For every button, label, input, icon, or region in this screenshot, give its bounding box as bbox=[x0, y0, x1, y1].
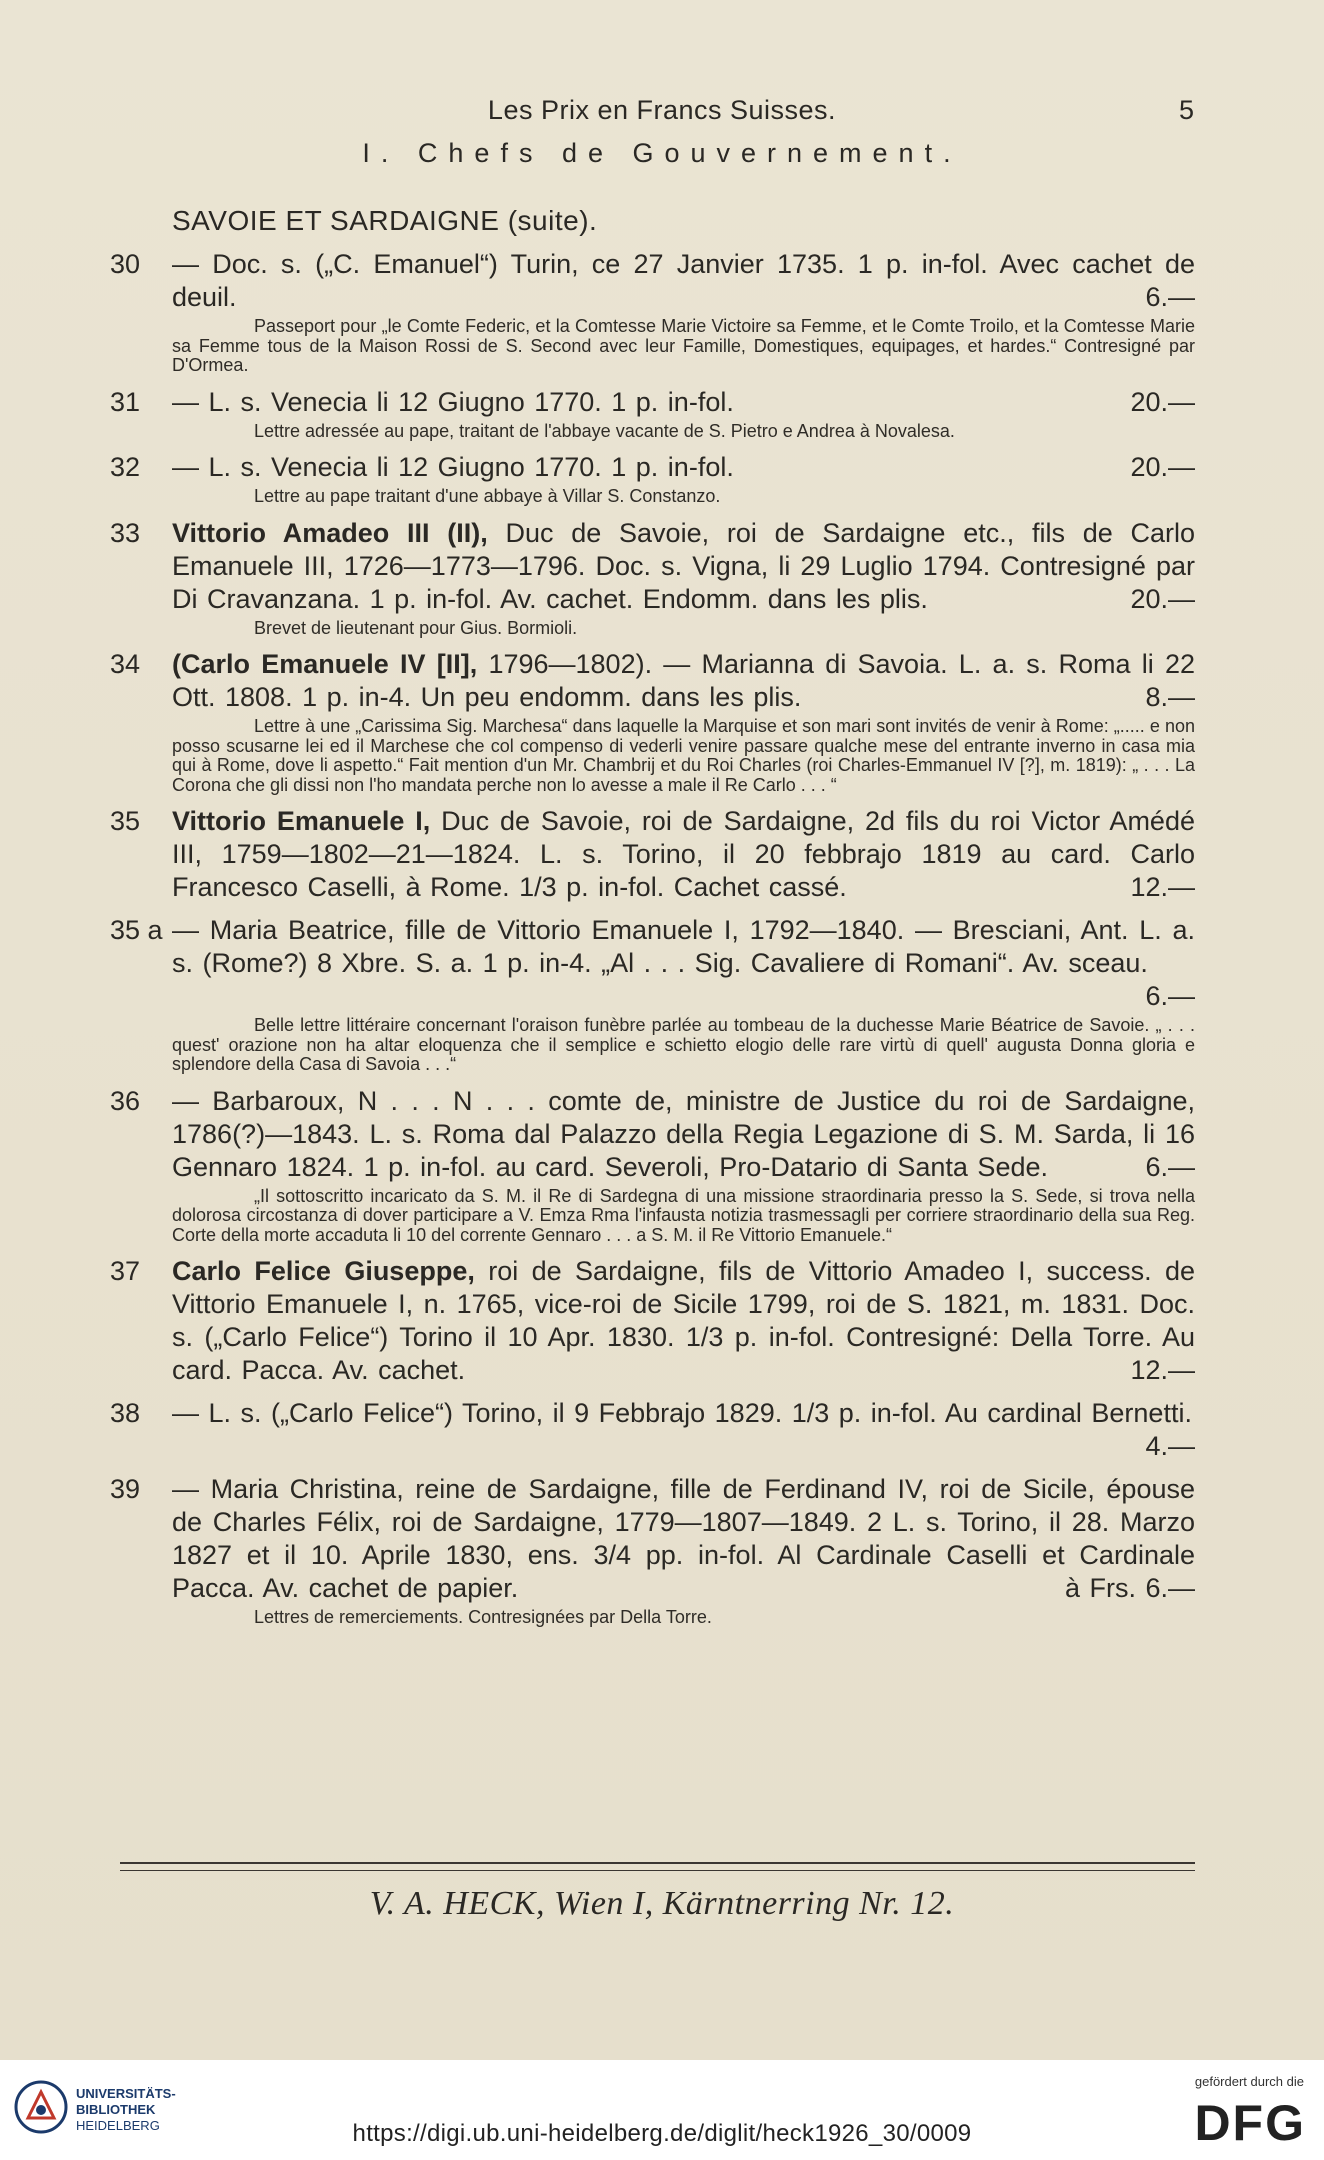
entry-number: 31 bbox=[110, 386, 141, 417]
entry-description bbox=[172, 1255, 1195, 1387]
entry-heading: Vittorio Emanuele I, bbox=[172, 806, 431, 836]
entry-note: Lettre adressée au pape, traitant de l'abbaye vacante de S. Pietro e Andrea à Novalesa. bbox=[254, 420, 955, 441]
entry-description bbox=[172, 517, 1195, 616]
entry-note: „Il sottoscritto incaricato da S. M. il Re di Sardegna di una missione straordinaria presso la S. Sede, si trova nella dolorosa circostanza di dover participare a V. Emza Rma l'infausta notizia trasmessagli per corriere straordinario della sua Reg. Corte della morte accaduta li 10 del corrente Gennaro . . . a S. M. il Re Vittorio Emanuele.“ bbox=[172, 1185, 1195, 1245]
catalogue-entry bbox=[110, 1473, 1195, 1628]
publisher-footer: V. A. HECK, Wien I, Kärntnerring Nr. 12. bbox=[369, 1885, 955, 1922]
entry-heading: Carlo Felice Giuseppe, bbox=[172, 1256, 475, 1286]
catalogue-entry bbox=[110, 1085, 1195, 1246]
sponsor-label: gefördert durch die bbox=[1194, 2074, 1304, 2089]
entry-number: 39 bbox=[110, 1474, 141, 1504]
entry-text: Duc de Savoie, roi de Sardaigne etc., fils de Carlo Emanuele III, 1726—1773—1796. Doc. s. Vigna, li 29 Luglio 1794. Contresigné par Di Cravanzana. 1 p. in-fol. Av. cachet. Endomm. dans les plis. bbox=[172, 517, 1195, 614]
entry-note: Lettres de remerciements. Contresignées par Della Torre. bbox=[254, 1607, 712, 1627]
library-line-3: HEIDELBERG bbox=[76, 2118, 160, 2133]
entry-price: 20.— bbox=[1130, 583, 1195, 614]
entry-number: 33 bbox=[110, 517, 141, 548]
footer-rule bbox=[120, 1862, 1195, 1864]
entry-text: — Barbaroux, N . . . N . . . comte de, ministre de Justice du roi de Sardaigne, 1786(?)—1843. L. s. Roma dal Palazzo della Regia Legazione di S. M. Sarda, li 16 Gennaro 1824. 1 p. in-fol. au card. Severoli, Pro-Datario di Santa Sede. bbox=[172, 1085, 1195, 1182]
page-number: 5 bbox=[1178, 95, 1194, 125]
entry-text: roi de Sardaigne, fils de Vittorio Amadeo I, success. de Vittorio Emanuele I, n. 1765, vice-roi de Sicile 1799, roi de S. 1821, m. 1831. Doc. s. („Carlo Felice“) Torino il 10 Apr. 1830. 1/3 p. in-fol. Contresigné: Della Torre. Au card. Pacca. Av. cachet. bbox=[172, 1256, 1196, 1385]
entry-price: 20.— bbox=[1130, 452, 1195, 482]
entry-price: à Frs. 6.— bbox=[1064, 1573, 1195, 1603]
entry-price: 8.— bbox=[1145, 682, 1195, 712]
entry-text: Duc de Savoie, roi de Sardaigne, 2d fils du roi Victor Amédé III, 1759—1802—21—1824. L. s. Torino, il 20 febbrajo 1819 au card. Carlo Francesco Caselli, à Rome. 1/3 p. in-fol. Cachet cassé. bbox=[172, 806, 1195, 902]
entry-description bbox=[172, 648, 1195, 714]
entry-description bbox=[172, 1085, 1195, 1184]
entry-price: 12.— bbox=[1130, 1355, 1195, 1385]
chapter-subtitle: I. Chefs de Gouvernement. bbox=[362, 138, 962, 168]
entry-description bbox=[172, 1473, 1195, 1605]
entry-price: 20.— bbox=[1130, 386, 1195, 417]
entry-description bbox=[172, 451, 1195, 484]
catalogue-entry bbox=[110, 451, 1195, 507]
entry-number: 30 bbox=[110, 249, 141, 279]
entry-description bbox=[172, 248, 1195, 314]
catalogue-entry bbox=[110, 805, 1195, 904]
entry-price: 12.— bbox=[1130, 872, 1195, 902]
entry-description bbox=[172, 386, 1195, 419]
entry-number: 35 bbox=[110, 806, 141, 836]
library-line-1: UNIVERSITÄTS- bbox=[76, 2086, 176, 2101]
dfg-logo: DFG bbox=[1194, 2095, 1306, 2151]
entry-number: 35 a bbox=[110, 915, 163, 945]
catalogue-entry bbox=[110, 386, 1195, 442]
entry-description bbox=[172, 805, 1195, 904]
catalogue-entries bbox=[110, 248, 1195, 1638]
entry-note: Brevet de lieutenant pour Gius. Bormioli. bbox=[254, 617, 578, 638]
footer-rule-thin bbox=[120, 1870, 1195, 1871]
entry-text: — Maria Beatrice, fille de Vittorio Emanuele I, 1792—1840. — Bresciani, Ant. L. a. s. (Rome?) 8 Xbre. S. a. 1 p. in-4. „Al . . . Sig. Cavaliere di Romani“. Av. sceau. bbox=[172, 915, 1195, 978]
entry-description bbox=[172, 1397, 1195, 1463]
catalogue-entry bbox=[110, 914, 1195, 1075]
entry-price: 4.— bbox=[1145, 1431, 1195, 1461]
entry-note: Passeport pour „le Comte Federic, et la Comtesse Marie Victoire sa Femme, et le Comte Troilo, et la Comtesse Marie sa Femme tous de la Maison Rossi de S. Second avec leur Famille, Domestiques, equipages, et hardes.“ Contresigné par D'Ormea. bbox=[172, 316, 1195, 375]
catalogue-entry bbox=[110, 648, 1195, 795]
entry-heading: (Carlo Emanuele IV [II], bbox=[172, 649, 478, 679]
running-title: Les Prix en Francs Suisses. bbox=[487, 95, 837, 125]
entry-note: Lettre au pape traitant d'une abbaye à Villar S. Constanzo. bbox=[254, 486, 721, 506]
entry-note: Belle lettre littéraire concernant l'oraison funèbre parlée au tombeau de la duchesse Marie Béatrice de Savoie. „ . . . quest' orazione non ha altar eloquenza che il semplice e schietto elogio delle rare virtù di quell' augusta Donna gloria e splendore della Casa di Savoia . . .“ bbox=[172, 1015, 1195, 1074]
catalogue-entry bbox=[110, 248, 1195, 376]
entry-text: — L. s. Venecia li 12 Giugno 1770. 1 p. in-fol. bbox=[172, 452, 734, 482]
entry-text: — L. s. Venecia li 12 Giugno 1770. 1 p. in-fol. bbox=[172, 386, 734, 417]
library-line-2: BIBLIOTHEK bbox=[76, 2102, 156, 2117]
entry-price: 6.— bbox=[1145, 282, 1195, 312]
catalogue-entry bbox=[110, 1255, 1195, 1387]
entry-number: 37 bbox=[110, 1256, 141, 1286]
entry-text: — L. s. („Carlo Felice“) Torino, il 9 Febbrajo 1829. 1/3 p. in-fol. Au cardinal Bernetti. bbox=[172, 1398, 1192, 1428]
permalink-url[interactable]: https://digi.ub.uni-heidelberg.de/diglit/heck1926_30/0009 bbox=[352, 2120, 972, 2147]
entry-text: 1796—1802). — Marianna di Savoia. L. a. s. Roma li 22 Ott. 1808. 1 p. in-4. Un peu endomm. dans les plis. bbox=[172, 649, 1195, 712]
entry-text: — Doc. s. („C. Emanuel“) Turin, ce 27 Janvier 1735. 1 p. in-fol. Avec cachet de deuil. bbox=[172, 249, 1195, 312]
entry-number: 32 bbox=[110, 452, 141, 482]
section-title: SAVOIE ET SARDAIGNE (suite). bbox=[172, 205, 598, 236]
entry-price: 6.— bbox=[1145, 981, 1195, 1011]
catalogue-entry bbox=[110, 1397, 1195, 1463]
entry-heading: Vittorio Amadeo III (II), bbox=[172, 517, 488, 548]
entry-price: 6.— bbox=[1145, 1151, 1195, 1182]
entry-number: 34 bbox=[110, 649, 141, 679]
entry-note: Lettre à une „Carissima Sig. Marchesa“ dans laquelle la Marquise et son mari sont invités de venir à Rome: „..... e non posso scusarne lei ed il Marchese che col compenso di vederli venire passare qualche mese del entrante inverno in casa mia qui à Rome, dove li aspetto.“ Fait mention d'un Mr. Chambrij et du Roi Charles (roi Charles-Emmanuel IV [?], m. 1819): „ . . . La Corona che gli dissi non l'ho mandata perche non lo avesse a male il Re Carlo . . . “ bbox=[172, 716, 1195, 795]
entry-text: — Maria Christina, reine de Sardaigne, fille de Ferdinand IV, roi de Sicile, épouse de Charles Félix, roi de Sardaigne, 1779—1807—1849. 2 L. s. Torino, il 28. Marzo 1827 et il 10. Aprile 1830, ens. 3/4 pp. in-fol. Al Cardinale Caselli et Cardinale Pacca. Av. cachet de papier. bbox=[172, 1474, 1195, 1603]
entry-number: 38 bbox=[110, 1398, 141, 1428]
entry-description bbox=[172, 914, 1195, 1013]
entry-number: 36 bbox=[110, 1085, 141, 1116]
catalogue-entry bbox=[110, 517, 1195, 639]
